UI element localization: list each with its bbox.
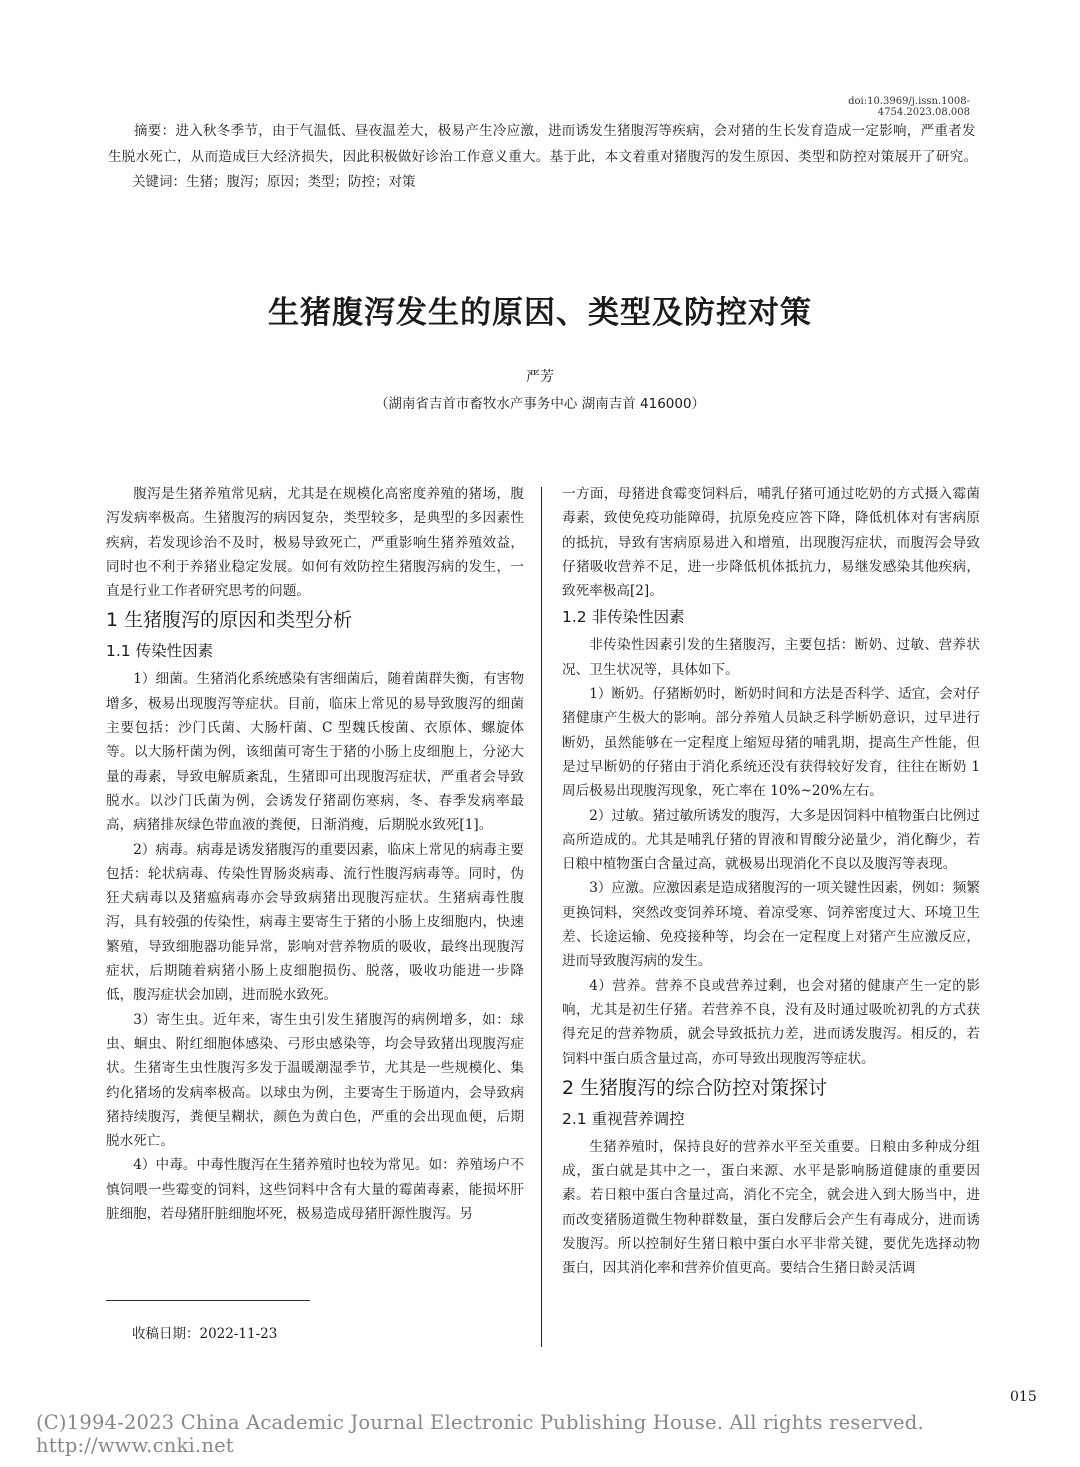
page-number: 015 <box>1010 1389 1037 1405</box>
subsection-heading-1-1: 1.1 传染性因素 <box>106 642 214 661</box>
paragraph-parasite: 3）寄生虫。近年来，寄生虫引发生猪腹泻的病例增多，如：球虫、蛔虫、附红细胞体感染、弓形虫感染等，均会导致猪出现腹泻症状。生猪寄生虫性腹泻多发于温暖潮湿季节，尤其是一些规模化、集约化猪场的发病率极高。以球虫为例，主要寄生于肠道内，会导致病猪持续腹泻，粪便呈糊状，颜色为黄白色，严重的会出现血便，后期脱水死亡。 <box>106 1011 524 1150</box>
keywords-text: 生猪；腹泻；原因；类型；防控；对策 <box>186 174 416 190</box>
copyright-footer: (C)1994-2023 China Academic Journal Electronic Publishing House. All rights reserved. http://www.cnki.net <box>36 1411 924 1457</box>
paragraph-bacteria: 1）细菌。生猪消化系统感染有害细菌后，随着菌群失衡，有害物增多，极易出现腹泻等症状。目前，临床上常见的易导致腹泻的细菌主要包括：沙门氏菌、大肠杆菌、C 型魏氏梭菌、衣原体、螺旋体等。以大肠杆菌为例，该细菌可寄生于猪的小肠上皮细胞上，分泌大量的毒素，导致电解质紊乱，生猪即可出现腹泻症状，严重者会导致脱水。以沙门氏菌为例，会诱发仔猪副伤寒病，冬、春季发病率最高，病猪排灰绿色带血液的粪便，日渐消瘦，后期脱水致死[1]。 <box>106 671 524 834</box>
paragraph-noninfectious: 非传染性因素引发的生猪腹泻，主要包括：断奶、过敏、营养状况、卫生状况等，具体如下。 <box>562 637 980 678</box>
section-heading-1: 1 生猪腹泻的原因和类型分析 <box>106 609 353 632</box>
paragraph-allergy: 2）过敏。猪过敏所诱发的腹泻，大多是因饲料中植物蛋白比例过高所造成的。尤其是哺乳仔猪的胃液和胃酸分泌量少，消化酶少，若日粮中植物蛋白含量过高，就极易出现消化不良以及腹泻等表现。 <box>562 807 980 873</box>
keywords-label: 关键词： <box>132 174 186 190</box>
paragraph-nutrition-control: 生猪养殖时，保持良好的营养水平至关重要。日粮由多种成分组成，蛋白就是其中之一，蛋白来源、水平是影响肠道健康的重要因素。若日粮中蛋白含量过高，消化不完全，就会进入到大肠当中，进而改变猪肠道微生物种群数量，蛋白发酵后会产生有毒成分，进而诱发腹泻。所以控制好生猪日粮中蛋白水平非常关键，要优先选择动物蛋白，因其消化率和营养价值更高。要结合生猪日龄灵活调 <box>562 1138 980 1277</box>
doi: doi:10.3969/j.issn.1008-4754.2023.08.008 <box>848 96 970 118</box>
paragraph-virus: 2）病毒。病毒是诱发猪腹泻的重要因素，临床上常见的病毒主要包括：轮状病毒、传染性胃肠炎病毒、流行性腹泻病毒等。同时，伪狂犬病毒以及猪瘟病毒亦会导致病猪出现腹泻症状。生猪病毒性腹泻，具有较强的传染性，病毒主要寄生于猪的小肠上皮细胞内，快速繁殖，导致细胞器功能异常，影响对营养物质的吸收，最终出现腹泻症状，后期随着病猪小肠上皮细胞损伤、脱落，吸收功能进一步降低，腹泻症状会加剧，进而脱水致死。 <box>106 841 524 1004</box>
abstract <box>108 118 978 170</box>
received-date: 收稿日期：2022-11-23 <box>132 1326 278 1342</box>
paragraph-nutrition: 4）营养。营养不良或营养过剩，也会对猪的健康产生一定的影响，尤其是初生仔猪。若营养不良，没有及时通过吸吮初乳的方式获得充足的营养物质，就会导致抵抗力差，进而诱发腹泻。相反的，若饲料中蛋白质含量过高，亦可导致出现腹泻等症状。 <box>562 977 980 1067</box>
section-heading-2: 2 生猪腹泻的综合防控对策探讨 <box>562 1076 828 1099</box>
keywords <box>132 170 972 194</box>
author: 严芳 <box>526 369 554 385</box>
subsection-heading-1-2: 1.2 非传染性因素 <box>562 608 685 627</box>
paragraph-stress: 3）应激。应激因素是造成猪腹泻的一项关键性因素，例如：频繁更换饲料，突然改变饲养环境、着凉受寒、饲养密度过大、环境卫生差、长途运输、免疫接种等，均会在一定程度上对猪产生应激反应，进而导致腹泻病的发生。 <box>562 880 980 970</box>
abstract-label: 摘要： <box>134 123 176 139</box>
abstract-text: 进入秋冬季节，由于气温低、昼夜温差大，极易产生冷应激，进而诱发生猪腹泻等疾病，会对猪的生长发育造成一定影响，严重者发生脱水死亡，从而造成巨大经济损失，因此积极做好诊治工作意义重大。基于此，本文着重对猪腹泻的发生原因、类型和防控对策展开了研究。 <box>108 123 978 165</box>
right-column <box>562 482 980 1281</box>
paragraph-continued: 一方面，母猪进食霉变饲料后，哺乳仔猪可通过吃奶的方式摄入霉菌毒素，致使免疫功能障碍，抗原免疫应答下降，降低机体对有害病原的抵抗，导致有害病原易进入和增殖，出现腹泻症状，而腹泻会导致仔猪吸收营养不足，进一步降低机体抵抗力，易继发感染其他疾病，致死率极高[2]。 <box>562 486 980 600</box>
left-column <box>106 482 524 1226</box>
footnote-rule <box>106 1300 310 1301</box>
paragraph-poisoning: 4）中毒。中毒性腹泻在生猪养殖时也较为常见。如：养殖场户不慎饲喂一些霉变的饲料，这些饲料中含有大量的霉菌毒素，能损坏肝脏细胞，若母猪肝脏细胞坏死，极易造成母猪肝源性腹泻。另 <box>106 1157 524 1223</box>
intro-paragraph: 腹泻是生猪养殖常见病，尤其是在规模化高密度养殖的猪场，腹泻发病率极高。生猪腹泻的病因复杂，类型较多，是典型的多因素性疾病，若发现诊治不及时，极易导致死亡，严重影响生猪养殖效益，同时也不利于养猪业稳定发展。如何有效防控生猪腹泻病的发生，一直是行业工作者研究思考的问题。 <box>106 486 524 600</box>
subsection-heading-2-1: 2.1 重视营养调控 <box>562 1109 685 1128</box>
paragraph-weaning: 1）断奶。仔猪断奶时，断奶时间和方法是否科学、适宜，会对仔猪健康产生极大的影响。部分养殖人员缺乏科学断奶意识，过早进行断奶，虽然能够在一定程度上缩短母猪的哺乳期，提高生产性能，但是过早断奶的仔猪由于消化系统还没有获得较好发育，往往在断奶 1 周后极易出现腹泻现象，死亡率在 10%~20%左右。 <box>562 686 980 800</box>
column-divider <box>541 487 542 1347</box>
affiliation: （湖南省吉首市畜牧水产事务中心 湖南吉首 416000） <box>374 396 706 412</box>
article-title: 生猪腹泻发生的原因、类型及防控对策 <box>268 295 812 331</box>
